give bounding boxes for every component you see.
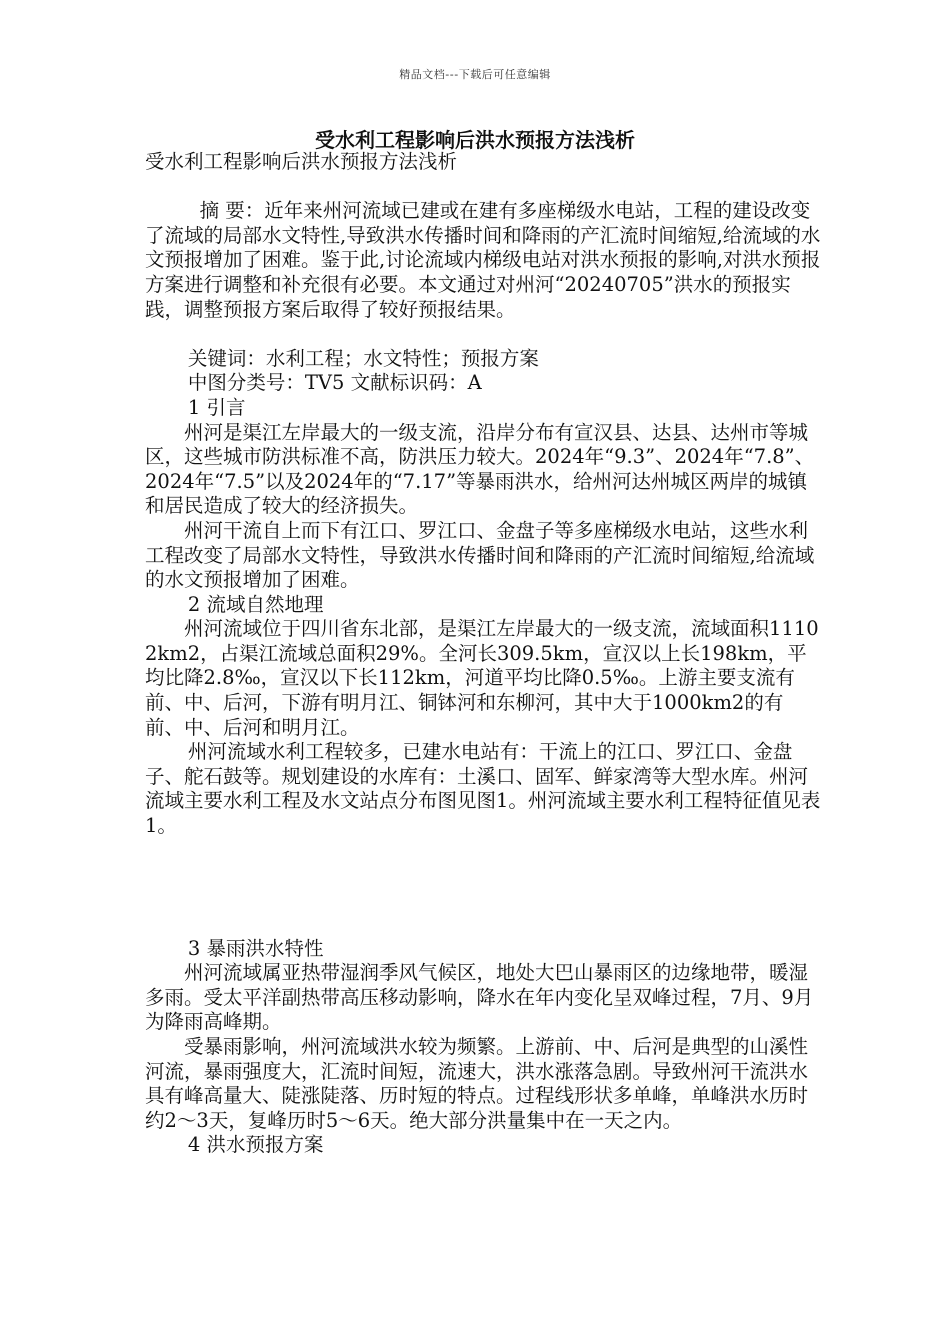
spacer [145, 175, 821, 200]
spacer [145, 839, 821, 937]
spacer [145, 322, 821, 347]
section-heading-1: 1 引言 [187, 395, 246, 419]
section-1-paragraph-2: 州河干流自上而下有江口、罗江口、金盘子等多座梯级水电站，这些水利工程改变了局部水文特性，导致洪水传播时间和降雨的产汇流时间缩短,给流域的水文预报增加了困难。 [145, 518, 815, 592]
keywords-line: 关键词：水利工程；水文特性；预报方案 [187, 346, 539, 370]
header-note: 精品文档---下载后可任意编辑 [399, 68, 551, 81]
document-body [145, 150, 821, 1158]
abstract-paragraph: 摘 要：近年来州河流域已建或在建有多座梯级水电站，工程的建设改变了流域的局部水文特性,导致洪水传播时间和降雨的产汇流时间缩短,给流域的水文预报增加了困难。鉴于此,讨论流域内梯级电站对洪水预报的影响,对洪水预报方案进行调整和补充很有必要。本文通过对州河“20240705”洪水的预报实践，调整预报方案后取得了较好预报结果。 [145, 199, 821, 321]
section-heading-3: 3 暴雨洪水特性 [187, 936, 324, 960]
document-title: 受水利工程影响后洪水预报方法浅析 [315, 128, 635, 152]
section-2-paragraph-1: 州河流域位于四川省东北部，是渠江左岸最大的一级支流，流域面积11102km2，占渠江流域总面积29%。全河长309.5km，宣汉以上长198km，平均比降2.8‰，宣汉以下长112km，河道平均比降0.5‰。上游主要支流有前、中、后河，下游有明月江、铜钵河和东柳河，其中大于1000km2的有前、中、后河和明月江。 [145, 617, 819, 739]
section-1-paragraph-1: 州河是渠江左岸最大的一级支流，沿岸分布有宣汉县、达县、达州市等城区，这些城市防洪标准不高，防洪压力较大。2024年“9.3”、2024年“7.8”、2024年“7.5”以及2024年的“7.17”等暴雨洪水，给州河达州城区两岸的城镇和居民造成了较大的经济损失。 [145, 420, 815, 518]
section-2-paragraph-2: 州河流域水利工程较多，已建水电站有：干流上的江口、罗江口、金盘子、舵石鼓等。规划建设的水库有：土溪口、固军、鲜家湾等大型水库。州河流域主要水利工程及水文站点分布图见图1。州河流域主要水利工程特征值见表1。 [145, 740, 821, 838]
classification-line: 中图分类号：TV5 文献标识码：A [187, 371, 482, 395]
section-3-paragraph-1: 州河流域属亚热带湿润季风气候区，地处大巴山暴雨区的边缘地带，暖湿多雨。受太平洋副热带高压移动影响，降水在年内变化呈双峰过程，7月、9月为降雨高峰期。 [145, 961, 814, 1034]
document-subtitle: 受水利工程影响后洪水预报方法浅析 [145, 150, 458, 173]
section-heading-4: 4 洪水预报方案 [187, 1133, 324, 1157]
section-heading-2: 2 流域自然地理 [187, 592, 324, 616]
section-3-paragraph-2: 受暴雨影响，州河流域洪水较为频繁。上游前、中、后河是典型的山溪性河流，暴雨强度大，汇流时间短，流速大，洪水涨落急剧。导致州河干流洪水具有峰高量大、陡涨陡落、历时短的特点。过程线形状多单峰，单峰洪水历时约2～3天，复峰历时5～6天。绝大部分洪量集中在一天之内。 [145, 1035, 809, 1132]
